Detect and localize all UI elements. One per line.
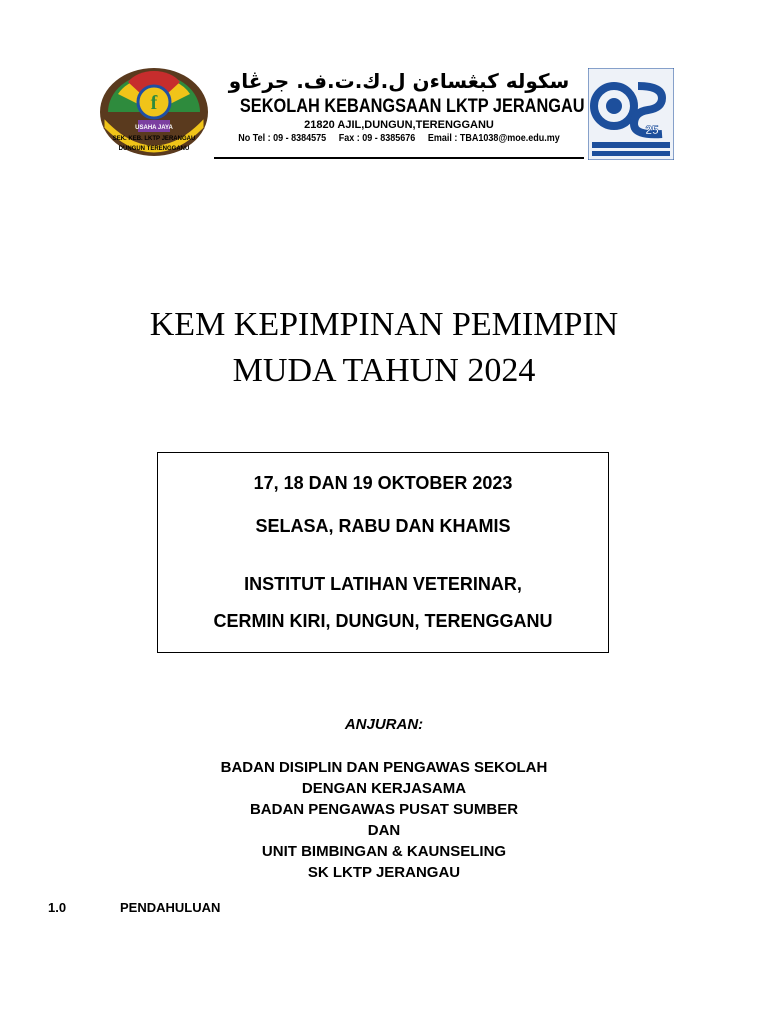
school-name-jawi: سکوله کبڠساءن ل.ك.ت.ف. جرڠاو — [228, 69, 570, 93]
event-dates: 17, 18 DAN 19 OKTOBER 2023 — [253, 473, 513, 493]
organiser-label: ANJURAN: — [344, 716, 424, 733]
organiser-line: DAN — [367, 822, 401, 839]
letterhead-text — [214, 66, 584, 164]
school-address: 21820 AJIL,DUNGUN,TERENGGANU — [304, 119, 494, 131]
letterhead-rule — [214, 157, 584, 159]
svg-text:25: 25 — [645, 123, 659, 137]
organiser-line: BADAN DISIPLIN DAN PENGAWAS SEKOLAH — [220, 759, 548, 776]
section-number: 1.0 — [48, 900, 67, 915]
event-days: SELASA, RABU DAN KHAMIS — [255, 516, 511, 536]
contact-line — [233, 132, 566, 146]
venue-line-2: CERMIN KIRI, DUNGUN, TERENGGANU — [213, 611, 553, 631]
svg-text:USAHA JAYA: USAHA JAYA — [135, 125, 173, 131]
organiser-line: UNIT BIMBINGAN & KAUNSELING — [261, 843, 507, 860]
svg-text:SEK. KEB. LKTP JERANGAU: SEK. KEB. LKTP JERANGAU — [112, 136, 196, 142]
fax: Fax : 09 - 8385676 — [338, 133, 416, 144]
school-name: SEKOLAH KEBANGSAAN LKTP JERANGAU — [239, 96, 585, 117]
document-title — [84, 302, 684, 394]
telephone: No Tel : 09 - 8384575 — [238, 133, 327, 144]
venue-line-1: INSTITUT LATIHAN VETERINAR, — [244, 574, 522, 594]
svg-text:f: f — [150, 92, 158, 114]
organiser-line: BADAN PENGAWAS PUSAT SUMBER — [249, 801, 519, 818]
letterhead — [96, 66, 676, 164]
event-details-box — [157, 452, 609, 653]
title-line-2: MUDA TAHUN 2024 — [232, 352, 536, 389]
svg-text:DUNGUN TERENGGANU: DUNGUN TERENGGANU — [118, 146, 190, 152]
title-line-1: KEM KEPIMPINAN PEMIMPIN — [149, 306, 619, 343]
school-crest-icon — [98, 66, 210, 158]
anniversary-logo-icon — [588, 68, 674, 160]
organiser-line: DENGAN KERJASAMA — [301, 780, 467, 797]
organiser-line: SK LKTP JERANGAU — [307, 864, 461, 881]
organiser-list — [0, 757, 768, 883]
section-label: PENDAHULUAN — [120, 900, 221, 915]
email: Email : TBA1038@moe.edu.my — [427, 133, 560, 144]
